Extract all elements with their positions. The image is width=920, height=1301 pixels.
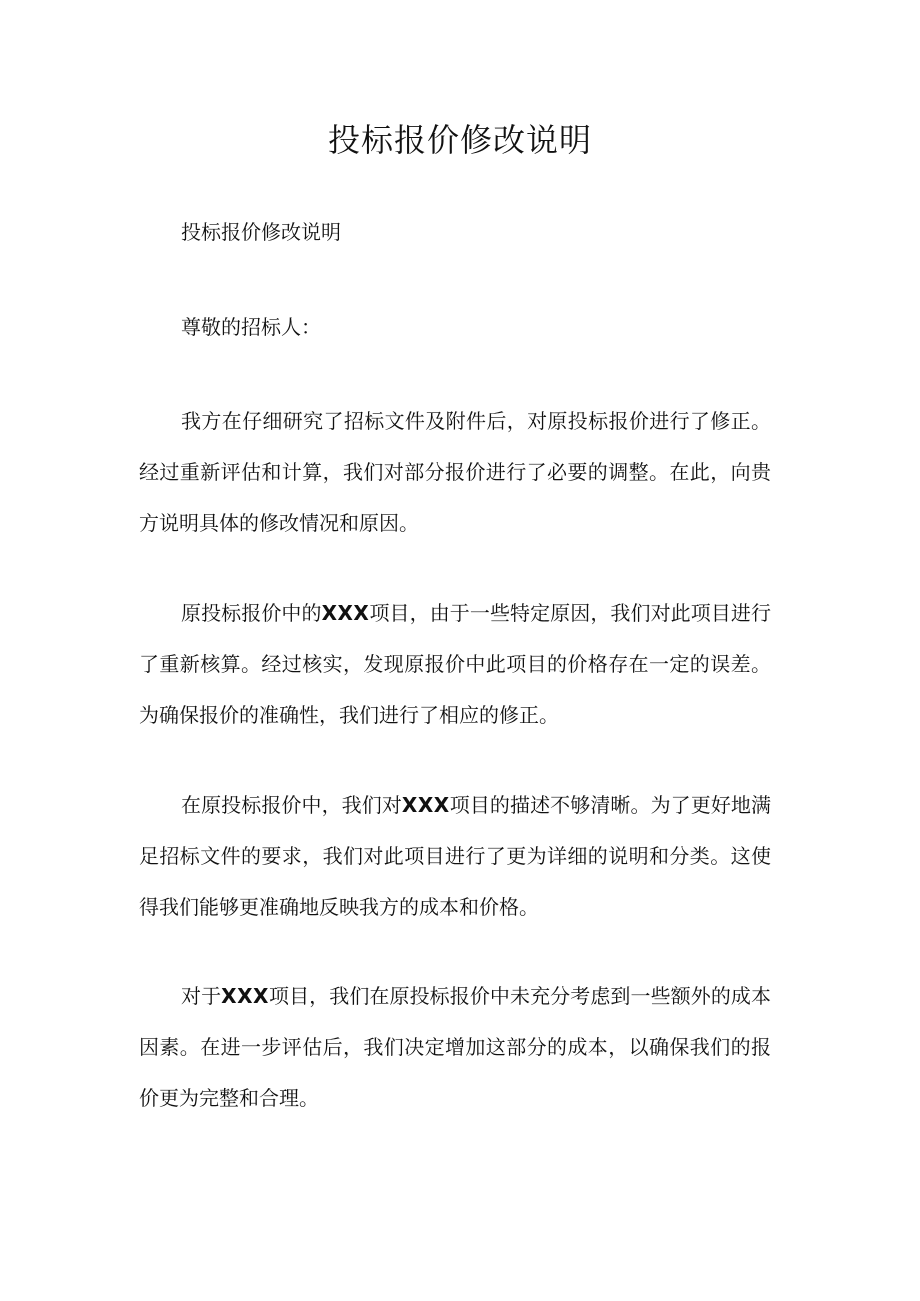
document-title: 投标报价修改说明 [327,121,592,159]
project-placeholder: XXX [401,793,450,817]
salutation: 尊敬的招标人： [181,315,321,339]
paragraph-text-after: 项目，我们在原投标报价中未充分考虑到一些额外的成本因素。在进一步评估后，我们决定增加这部分的成本，以确保我们的报价更为完整和合理。 [139,984,772,1110]
paragraph-additional-costs [139,971,771,1124]
project-placeholder: XXX [221,984,269,1008]
paragraph-intro: 我方在仔细研究了招标文件及附件后，对原投标报价进行了修正。经过重新评估和计算，我们对部分报价进行了必要的调整。在此，向贵方说明具体的修改情况和原因。 [139,409,771,535]
paragraph-text-after: 项目的描述不够清晰。为了更好地满足招标文件的要求，我们对此项目进行了更为详细的说明和分类。这使得我们能够更准确地反映我方的成本和价格。 [139,793,772,919]
paragraph-text-before: 在原投标报价中，我们对 [181,793,402,817]
paragraph-price-correction [139,588,771,741]
project-placeholder: XXX [321,601,370,625]
paragraph-text-before: 原投标报价中的 [181,601,322,625]
paragraph-description-clarification [139,780,771,933]
paragraph-text-before: 对于 [181,984,222,1008]
document-subtitle: 投标报价修改说明 [181,220,341,244]
paragraph-text-after: 项目，由于一些特定原因，我们对此项目进行了重新核算。经过核实，发现原报价中此项目的价格存在一定的误差。为确保报价的准确性，我们进行了相应的修正。 [139,601,772,727]
